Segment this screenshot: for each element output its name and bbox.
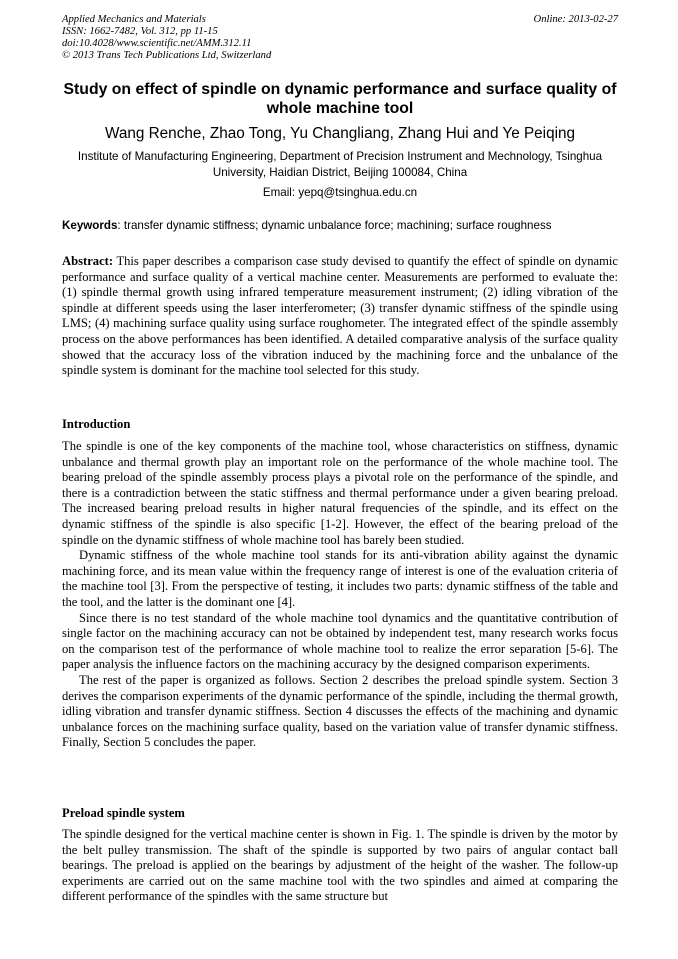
journal-header bbox=[62, 14, 618, 62]
doi-line: doi:10.4028/www.scientific.net/AMM.312.11 bbox=[62, 38, 252, 49]
online-date: Online: 2013-02-27 bbox=[533, 14, 618, 25]
preload-paragraph: The spindle designed for the vertical machine center is shown in Fig. 1. The spindle is driven by the motor by the belt pulley transmission. The shaft of the spindle is supported by two pairs of angular contact ball bearings. The preload is applied on the bearings by adjustment of the height of the washer. The follow-up experiments are carried out on the same machine tool with the two spindles and aimed at comparing the different performance of the spindles with the same structure but bbox=[62, 827, 618, 904]
keywords-label: Keywords bbox=[62, 219, 118, 232]
abstract-label: Abstract: bbox=[62, 254, 114, 268]
issn-line: ISSN: 1662-7482, Vol. 312, pp 11-15 bbox=[62, 26, 218, 37]
preload-heading: Preload spindle system bbox=[62, 806, 185, 820]
intro-paragraph: Since there is no test standard of the whole machine tool dynamics and the quantitative contribution of single factor on the machining accuracy can not be obtained by independent test, many research works focus on the comparison test of the performance of whole machine tool to realize the error separation [5-6]. The paper analysis the influence factors on the machining accuracy by the designed comparison experiments. bbox=[62, 610, 618, 672]
author-list: Wang Renche, Zhao Tong, Yu Changliang, Zhang Hui and Ye Peiqing bbox=[104, 125, 576, 142]
intro-paragraph: The spindle is one of the key components of the machine tool, whose characteristics on stiffness, dynamic unbalance and thermal growth play an important role on the performance of the whole machine tool. The bearing preload of the spindle assembly process plays a pivotal role on the performance of the spindle, and there is a contradiction between the static stiffness and thermal performance under a given bearing preload. The increased bearing preload results in higher natural frequencies of the spindle, and its effect on the dynamic stiffness of the spindle is also specific [1-2]. However, the effect of the bearing preload of the spindle on the dynamic stiffness of whole machine tool has barely been studied. bbox=[62, 439, 618, 547]
abstract-text: This paper describes a comparison case study devised to quantify the effect of spindle on dynamic performance and surface quality of a vertical machine center. Measurements are performed to evaluate the: (1) spindle thermal growth using infrared temperature measurement instrument; (2) idling vibration of the spindle at different speeds using the laser interferometer; (3) transfer dynamic stiffness of the spindle using LMS; (4) machining surface quality using surface roughometer. The integrated effect of the spindle assembly process on the above performances has been identified. A detailed comparative analysis of the surface quality showed that the accuracy loss of the vibration induced by the machining force and the unbalance of the spindle system is dominant for the machine tool selected for this study. bbox=[62, 254, 618, 378]
affiliation: Institute of Manufacturing Engineering, Department of Precision Instrument and Mechnology, Tsinghua University, Haidian District, Beijing 100084, China bbox=[77, 150, 603, 179]
introduction-heading: Introduction bbox=[62, 417, 131, 431]
intro-paragraph: The rest of the paper is organized as follows. Section 2 describes the preload spindle system. Section 3 derives the comparison experiments of the dynamic performance of the spindle, including the thermal growth, idling vibration and transfer dynamic stiffness. Section 4 discusses the effects of the machining and dynamic unbalance forces on the machining surface quality, based on the variation value of transfer dynamic stiffness. Finally, Section 5 concludes the paper. bbox=[62, 672, 618, 750]
journal-name: Applied Mechanics and Materials bbox=[62, 14, 206, 25]
introduction-body bbox=[62, 439, 618, 751]
preload-body bbox=[62, 827, 618, 905]
keywords-text: : transfer dynamic stiffness; dynamic unbalance force; machining; surface roughness bbox=[117, 219, 552, 232]
intro-paragraph: Dynamic stiffness of the whole machine tool stands for its anti-vibration ability against the dynamic machining force, and its mean value within the frequency range of interest is one of the evaluation criteria of the machine tool [3]. From the perspective of testing, it includes two parts: dynamic stiffness of the table and the tool, and the latter is the dominant one [4]. bbox=[62, 548, 618, 609]
copyright-line: © 2013 Trans Tech Publications Ltd, Switzerland bbox=[62, 50, 272, 61]
abstract bbox=[62, 254, 618, 379]
contact-email: Email: yepq@tsinghua.edu.cn bbox=[262, 186, 418, 199]
paper-title: Study on effect of spindle on dynamic performance and surface quality of whole machine tool bbox=[63, 81, 617, 117]
keywords bbox=[62, 219, 618, 233]
